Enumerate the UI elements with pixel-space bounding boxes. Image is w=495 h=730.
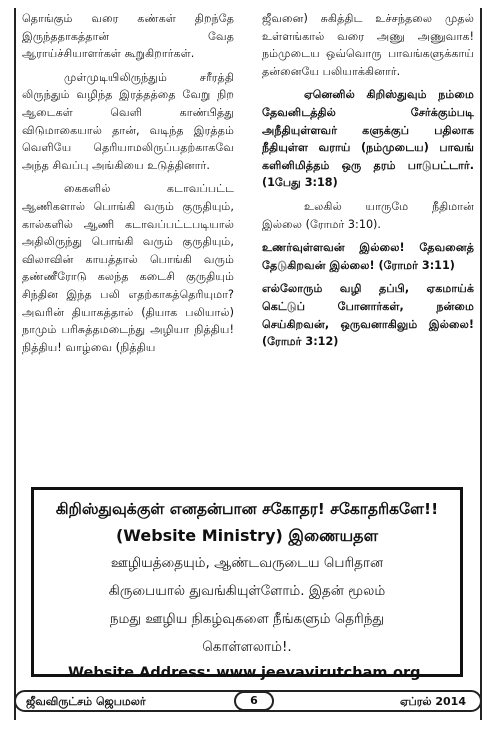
announcement-line-1: கிறிஸ்துவுக்குள் எனதன்பான சகோதர! சகோதரிகளே!! xyxy=(55,500,439,518)
announcement-line-2: (Website Ministry) இணையதள xyxy=(115,526,379,545)
two-column-body xyxy=(22,10,474,472)
left-paragraph-1: தொங்கும் வரை கண்கள் திறந்தே இருந்ததாகத்தான் வேத ஆராய்ச்சியாளர்கள் கூறுகிறார்கள். xyxy=(22,12,234,61)
right-paragraph-4: உணர்வுள்ளவன் இல்லை! தேவனைத் தேடுகிறவன் இல்லை! (ரோமர் 3:11) xyxy=(262,241,474,272)
announcement-line-4: கிருபையால் துவங்கியுள்ளோம். இதன் மூலம் xyxy=(108,583,386,599)
page-number: 6 xyxy=(234,691,274,711)
right-column xyxy=(262,10,474,472)
website-address: Website Address: www.jeevavirutcham.org. xyxy=(68,665,426,681)
left-column xyxy=(22,10,234,472)
footer-issue-date: ஏப்ரல் 2014 xyxy=(399,695,466,708)
website-announcement-box xyxy=(31,487,463,681)
left-paragraph-2: முள்முடியிலிருந்தும் சரீரத்தி லிருந்தும் வழிந்த இரத்தத்தை வேறு நிற ஆடைகள் வெளி காண்பித்து விடுமாகையால் தான், வடிந்த இரத்தம் வெளியே தெரியாமலிருப்பதற்காகவே அந்த சிவப்பு அங்கியை உடுத்தினார். xyxy=(22,70,234,172)
announcement-line-3: ஊழியத்தையும், ஆண்டவருடைய பெரிதான xyxy=(110,555,384,571)
right-paragraph-3: உலகில் யாருமே நீதிமான் இல்லை (ரோமர் 3:10). xyxy=(262,199,474,231)
left-paragraph-3: கைகளில் கடாவப்பட்ட ஆணிகளால் பொங்கி வரும் குருதியும், கால்களில் ஆணி கடாவப்பட்டபடியால் அதிலிருந்து பொங்கி வரும் குருதியும், விலாவின் காயத்தால் பொங்கி வரும் தண்ணீரோடு கலந்த கடைசி குருதியும் சிந்தின இந்த பலி எதற்காகத்தெரியுமா? அவரின் தியாகத்தால் (தியாக பலியால்) நாமும் பரிசுத்தமடைந்து அழியா நித்திய! நித்திய! வாழ்வை (நித்திய xyxy=(22,182,234,354)
right-paragraph-1: ஜீவனை) சுகித்திட உச்சந்தலை முதல் உள்ளங்கால் வரை அணு அணுவாக! நம்முடைய ஒவ்வொரு பாவங்களுக்காய் தன்னையே பலியாக்கினார். xyxy=(262,12,474,78)
announcement-line-6: கொள்ளலாம்!. xyxy=(202,639,292,655)
right-paragraph-5: எல்லோரும் வழி தப்பி, ஏகமாய்க் கெட்டுப் போனார்கள், நன்மை செய்கிறவன், ஒருவனாகிலும் இல்லை! (ரோமர் 3:12) xyxy=(262,282,474,349)
page-footer xyxy=(14,690,482,712)
right-paragraph-2: ஏனெனில் கிறிஸ்துவும் நம்மை தேவனிடத்தில் சேர்க்கும்படி அநீதியுள்ளவர் களுக்குப் பதிலாக நீதியுள்ள வராய் (நம்முடைய) பாவங் களினிமித்தம் ஒரு தரம் பாடுபட்டார். (1பேது 3:18) xyxy=(262,88,474,190)
announcement-line-5: நமது ஊழிய நிகழ்வுகளை நீங்களும் தெரிந்து xyxy=(109,611,385,627)
footer-publication-title: ஜீவவிருட்சம் ஜெபமலர் xyxy=(26,695,146,708)
